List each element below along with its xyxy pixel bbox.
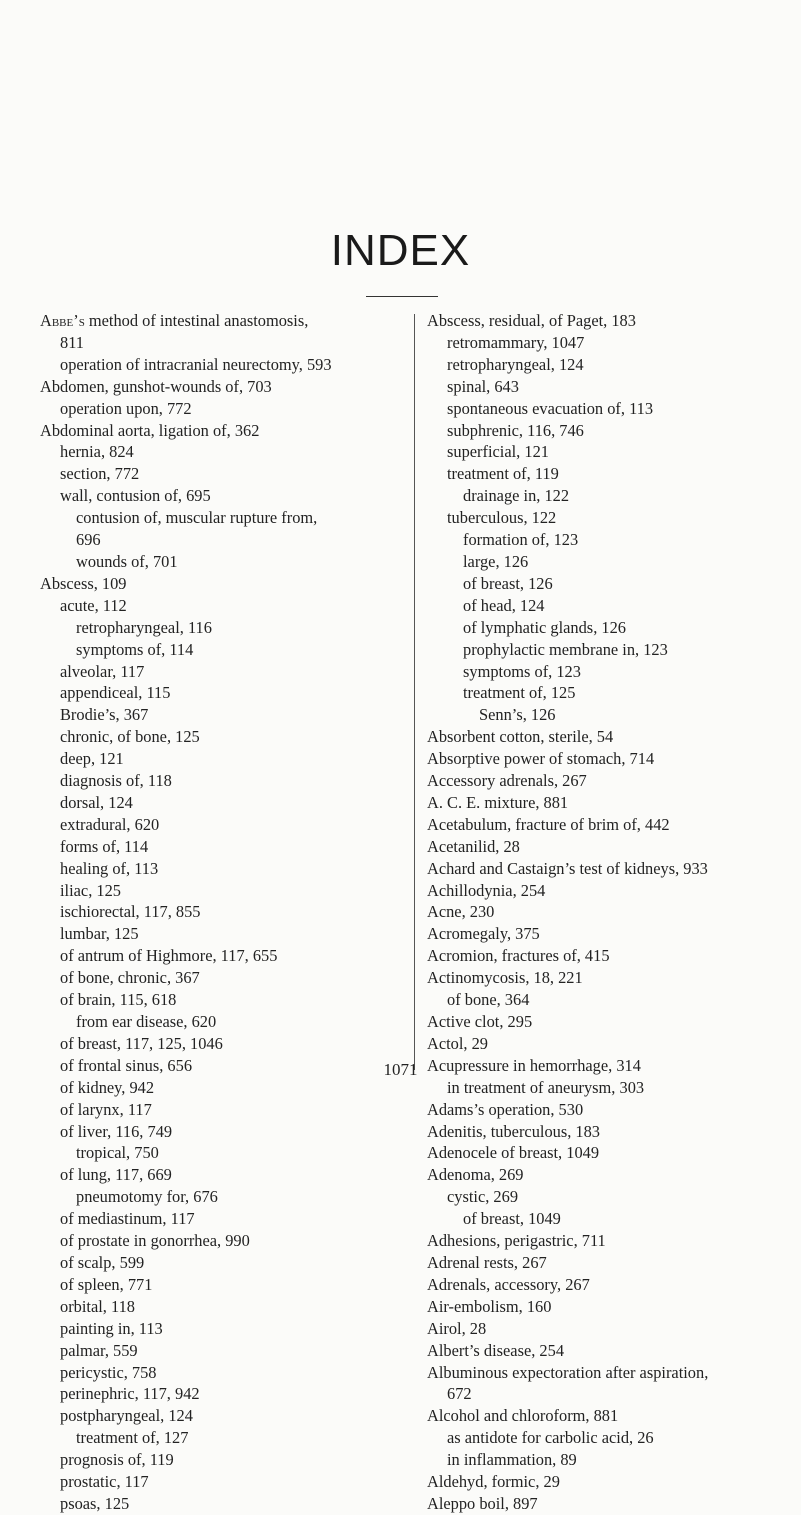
index-entry: Adenitis, tuberculous, 183 (427, 1121, 600, 1141)
index-entry: of liver, 116, 749 (60, 1121, 173, 1141)
index-entry: of spleen, 771 (60, 1274, 153, 1294)
index-entry: Adrenal rests, 267 (427, 1252, 547, 1272)
index-entry: 811 (60, 332, 84, 352)
index-entry: Acetabulum, fracture of brim of, 442 (427, 814, 670, 834)
index-entry: wounds of, 701 (76, 551, 178, 571)
index-entry: Acromion, fractures of, 415 (427, 946, 610, 966)
index-column-right (427, 310, 797, 1515)
index-entry: prognosis of, 119 (60, 1450, 174, 1470)
index-entry: extradural, 620 (60, 814, 160, 834)
index-entry: Adhesions, perigastric, 711 (427, 1231, 606, 1251)
index-entry: symptoms of, 114 (76, 639, 194, 659)
index-entry: of lymphatic glands, 126 (463, 617, 626, 637)
index-entry: Adrenals, accessory, 267 (427, 1274, 590, 1294)
page-heading: INDEX (330, 226, 471, 275)
index-entry: of breast, 117, 125, 1046 (60, 1033, 223, 1053)
index-entry: Acromegaly, 375 (427, 924, 540, 944)
index-entry: of larynx, 117 (60, 1099, 152, 1119)
index-entry: as antidote for carbolic acid, 26 (447, 1428, 654, 1448)
index-entry: Adenoma, 269 (427, 1165, 524, 1185)
index-entry: of bone, 364 (447, 990, 530, 1010)
page-number: 1071 (383, 1060, 418, 1079)
index-entry: of lung, 117, 669 (60, 1165, 172, 1185)
index-entry: acute, 112 (60, 595, 127, 615)
index-entry: formation of, 123 (463, 530, 579, 550)
index-entry: A. C. E. mixture, 881 (427, 792, 569, 812)
index-entry: contusion of, muscular rupture from, (76, 508, 318, 528)
index-entry: palmar, 559 (60, 1340, 138, 1360)
index-entry: painting in, 113 (60, 1318, 163, 1338)
index-entry: Acupressure in hemorrhage, 314 (427, 1055, 641, 1075)
index-entry: forms of, 114 (60, 836, 149, 856)
index-entry: prophylactic membrane in, 123 (463, 639, 668, 659)
index-entry: orbital, 118 (60, 1296, 135, 1316)
index-entry: ischiorectal, 117, 855 (60, 902, 201, 922)
index-entry: Abscess, residual, of Paget, 183 (427, 311, 636, 330)
index-entry: symptoms of, 123 (463, 661, 581, 681)
index-entry: from ear disease, 620 (76, 1012, 217, 1031)
index-entry: of prostate in gonorrhea, 990 (60, 1231, 250, 1251)
index-entry: of frontal sinus, 656 (60, 1055, 193, 1075)
index-entry: section, 772 (60, 464, 140, 484)
index-entry: Adams’s operation, 530 (427, 1099, 584, 1119)
index-entry: healing of, 113 (60, 858, 159, 878)
index-entry: Albert’s disease, 254 (427, 1340, 565, 1360)
index-entry: wall, contusion of, 695 (60, 486, 211, 506)
index-entry: diagnosis of, 118 (60, 771, 172, 791)
index-entry: iliac, 125 (60, 880, 121, 900)
index-entry: Achard and Castaign’s test of kidneys, 933 (427, 858, 708, 878)
index-entry: superficial, 121 (447, 442, 549, 462)
index-entry: Abdomen, gunshot-wounds of, 703 (40, 376, 272, 396)
index-entry: of brain, 115, 618 (60, 990, 177, 1010)
index-entry: Aleppo boil, 897 (427, 1493, 538, 1513)
index-entry: tropical, 750 (76, 1143, 159, 1163)
index-entry: large, 126 (463, 551, 529, 571)
index-entry: 696 (76, 530, 101, 550)
index-entry: pericystic, 758 (60, 1362, 157, 1382)
index-entry: retropharyngeal, 124 (447, 354, 584, 374)
index-entry: Absorbent cotton, sterile, 54 (427, 727, 614, 747)
index-entry-lead: Abbe’s (40, 311, 85, 330)
index-entry: of antrum of Highmore, 117, 655 (60, 946, 278, 966)
index-entry: lumbar, 125 (60, 924, 139, 944)
column-divider (414, 314, 415, 1070)
index-entry: pneumotomy for, 676 (76, 1187, 218, 1207)
index-entry: subphrenic, 116, 746 (447, 420, 584, 440)
heading-rule (366, 296, 438, 297)
index-entry: Abscess, 109 (40, 573, 127, 593)
index-entry: spontaneous evacuation of, 113 (447, 398, 654, 418)
index-entry: Acetanilid, 28 (427, 836, 520, 856)
index-entry: of breast, 1049 (463, 1209, 561, 1229)
index-entry: operation upon, 772 (60, 398, 192, 418)
index-entry: tuberculous, 122 (447, 508, 557, 528)
index-entry: dorsal, 124 (60, 792, 133, 812)
index-entry: of scalp, 599 (60, 1252, 145, 1272)
index-entry: drainage in, 122 (463, 486, 570, 506)
index-entry: spinal, 643 (447, 376, 519, 396)
index-entry: Acne, 230 (427, 902, 495, 922)
index-entry: postpharyngeal, 124 (60, 1406, 193, 1426)
index-entry: in inflammation, 89 (447, 1450, 577, 1470)
index-entry (40, 310, 405, 332)
index-entry: deep, 121 (60, 749, 124, 769)
index-entry: Airol, 28 (427, 1318, 487, 1338)
index-entry: treatment of, 127 (76, 1428, 189, 1448)
index-entry: of head, 124 (463, 595, 545, 615)
index-entry: treatment of, 125 (463, 683, 576, 703)
index-entry: Adenocele of breast, 1049 (427, 1143, 600, 1163)
index-entry: prostatic, 117 (60, 1472, 149, 1492)
index-entry: Actinomycosis, 18, 221 (427, 968, 583, 988)
index-entry: perinephric, 117, 942 (60, 1384, 200, 1404)
index-entry: of bone, chronic, 367 (60, 968, 200, 988)
index-entry: alveolar, 117 (60, 661, 145, 681)
index-entry: Active clot, 295 (427, 1012, 533, 1031)
index-entry: Aldehyd, formic, 29 (427, 1472, 560, 1492)
index-entry: cystic, 269 (447, 1187, 519, 1207)
index-entry: psoas, 125 (60, 1493, 130, 1513)
index-entry: Abdominal aorta, ligation of, 362 (40, 420, 260, 440)
index-entry: hernia, 824 (60, 442, 134, 462)
index-entry: retropharyngeal, 116 (76, 617, 212, 637)
index-entry: Accessory adrenals, 267 (427, 771, 587, 791)
index-entry: of breast, 126 (463, 573, 553, 593)
index-entry: of mediastinum, 117 (60, 1209, 195, 1229)
index-entry: Air-embolism, 160 (427, 1296, 552, 1316)
index-entry: Albuminous expectoration after aspiration, (427, 1362, 709, 1382)
index-entry: Brodie’s, 367 (60, 705, 149, 725)
index-entry: chronic, of bone, 125 (60, 727, 200, 747)
index-entry: Senn’s, 126 (479, 705, 556, 725)
index-entry-rest: method of intestinal anastomosis, (84, 311, 309, 330)
index-entry: Alcohol and chloroform, 881 (427, 1406, 619, 1426)
index-entry: Achillodynia, 254 (427, 880, 546, 900)
index-entry: operation of intracranial neurectomy, 593 (60, 354, 332, 374)
index-column-left (40, 310, 405, 1515)
index-entry: Actol, 29 (427, 1033, 489, 1053)
index-entry: 672 (447, 1384, 472, 1404)
index-entry: of kidney, 942 (60, 1077, 155, 1097)
index-entry: treatment of, 119 (447, 464, 559, 484)
index-entry: in treatment of aneurysm, 303 (447, 1077, 645, 1097)
index-entry: Absorptive power of stomach, 714 (427, 749, 655, 769)
index-entry: retromammary, 1047 (447, 332, 585, 352)
index-entry: appendiceal, 115 (60, 683, 171, 703)
